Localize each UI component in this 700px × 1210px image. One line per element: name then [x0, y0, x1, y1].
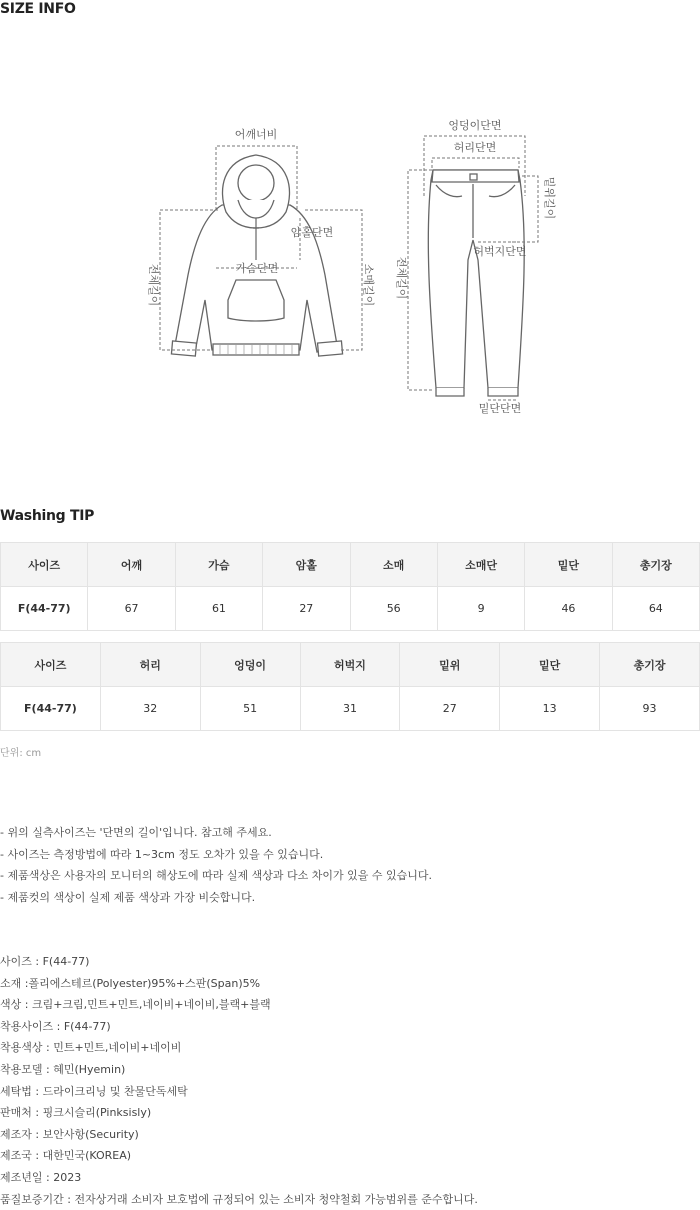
table-cell: 13: [500, 687, 600, 731]
product-specs: [0, 951, 478, 1210]
table-header-cell: 총기장: [600, 643, 700, 687]
table-cell: F(44-77): [1, 687, 101, 731]
spec-item: 품질보증기간 : 전자상거래 소비자 보호법에 규정되어 있는 소비자 청약철회 가능범위를 준수합니다.: [0, 1192, 478, 1206]
hoodie-illustration: [171, 155, 342, 356]
table-header-row: [1, 643, 700, 687]
hoodie-chest-label: 가슴단면: [235, 262, 279, 275]
spec-item: 판매처 : 핑크시슬리(Pinksisly): [0, 1106, 152, 1120]
table-header-cell: 사이즈: [1, 543, 88, 587]
table-header-cell: 사이즈: [1, 643, 101, 687]
table-cell: 46: [525, 587, 612, 631]
spec-item: 세탁법 : 드라이크리닝 및 찬물단독세탁: [0, 1084, 188, 1098]
spec-item: 제조국 : 대한민국(KOREA): [0, 1149, 132, 1163]
size-diagram: [0, 110, 700, 430]
table-header-cell: 총기장: [612, 543, 699, 587]
note-item: - 제품컷의 색상이 실제 제품 색상과 가장 비슷합니다.: [0, 891, 256, 905]
pants-thigh-label: 허벅지단면: [473, 245, 527, 258]
table-cell: 56: [350, 587, 437, 631]
table-header-cell: 암홀: [263, 543, 350, 587]
table-cell: 93: [600, 687, 700, 731]
hoodie-armhole-label: 암홀단면: [290, 226, 334, 239]
spec-item: 소재 :폴리에스테르(Polyester)95%+스판(Span)5%: [0, 976, 261, 990]
table-cell: 67: [88, 587, 175, 631]
washing-tip-title: Washing TIP: [0, 508, 95, 524]
table-header-row: [1, 543, 700, 587]
table-header-cell: 소매단: [437, 543, 524, 587]
table-row: [1, 687, 700, 731]
table-cell: 64: [612, 587, 699, 631]
spec-item: 착용사이즈 : F(44-77): [0, 1019, 111, 1033]
note-item: - 사이즈는 측정방법에 따라 1~3cm 정도 오차가 있을 수 있습니다.: [0, 847, 324, 861]
pants-rise-label: 밑위길이: [543, 176, 556, 220]
table-header-cell: 밑단: [525, 543, 612, 587]
table-cell: 27: [263, 587, 350, 631]
pants-hem-label: 밑단단면: [478, 402, 522, 415]
pants-hip-label: 엉덩이단면: [448, 119, 502, 132]
table-header-cell: 허리: [100, 643, 200, 687]
hoodie-shoulder-label: 어깨너비: [234, 128, 278, 141]
top-size-table: [0, 542, 700, 631]
table-cell: F(44-77): [1, 587, 88, 631]
table-header-cell: 허벅지: [300, 643, 400, 687]
unit-note: 단위: cm: [0, 748, 42, 759]
table-cell: 61: [175, 587, 262, 631]
table-cell: 51: [200, 687, 300, 731]
table-header-cell: 밑단: [500, 643, 600, 687]
notes-list: [0, 822, 432, 909]
table-header-cell: 밑위: [400, 643, 500, 687]
spec-item: 제조자 : 보안사항(Security): [0, 1127, 139, 1141]
table-cell: 32: [100, 687, 200, 731]
table-header-cell: 어깨: [88, 543, 175, 587]
spec-item: 사이즈 : F(44-77): [0, 955, 90, 968]
table-header-cell: 엉덩이: [200, 643, 300, 687]
table-row: [1, 587, 700, 631]
pants-total-length-label: 전체길이: [395, 256, 408, 300]
hoodie-total-length-label: 전체길이: [147, 263, 160, 307]
bottom-size-table: [0, 642, 700, 731]
size-info-title: SIZE INFO: [0, 1, 76, 17]
table-cell: 27: [400, 687, 500, 731]
note-item: - 위의 실측사이즈는 '단면의 길이'입니다. 참고해 주세요.: [0, 826, 272, 839]
table-cell: 31: [300, 687, 400, 731]
pants-illustration: [428, 170, 527, 396]
spec-item: 색상 : 크림+크림,민트+민트,네이비+네이비,블랙+블랙: [0, 998, 271, 1012]
table-header-cell: 가슴: [175, 543, 262, 587]
spec-item: 착용모델 : 혜민(Hyemin): [0, 1062, 126, 1076]
table-header-cell: 소매: [350, 543, 437, 587]
note-item: - 제품색상은 사용자의 모니터의 해상도에 따라 실제 색상과 다소 차이가 있을 수 있습니다.: [0, 869, 432, 883]
hoodie-sleeve-length-label: 소매길이: [362, 263, 375, 307]
table-cell: 9: [437, 587, 524, 631]
pants-waist-label: 허리단면: [453, 141, 497, 154]
spec-item: 착용색상 : 민트+민트,네이비+네이비: [0, 1041, 182, 1055]
spec-item: 제조년일 : 2023: [0, 1170, 82, 1184]
